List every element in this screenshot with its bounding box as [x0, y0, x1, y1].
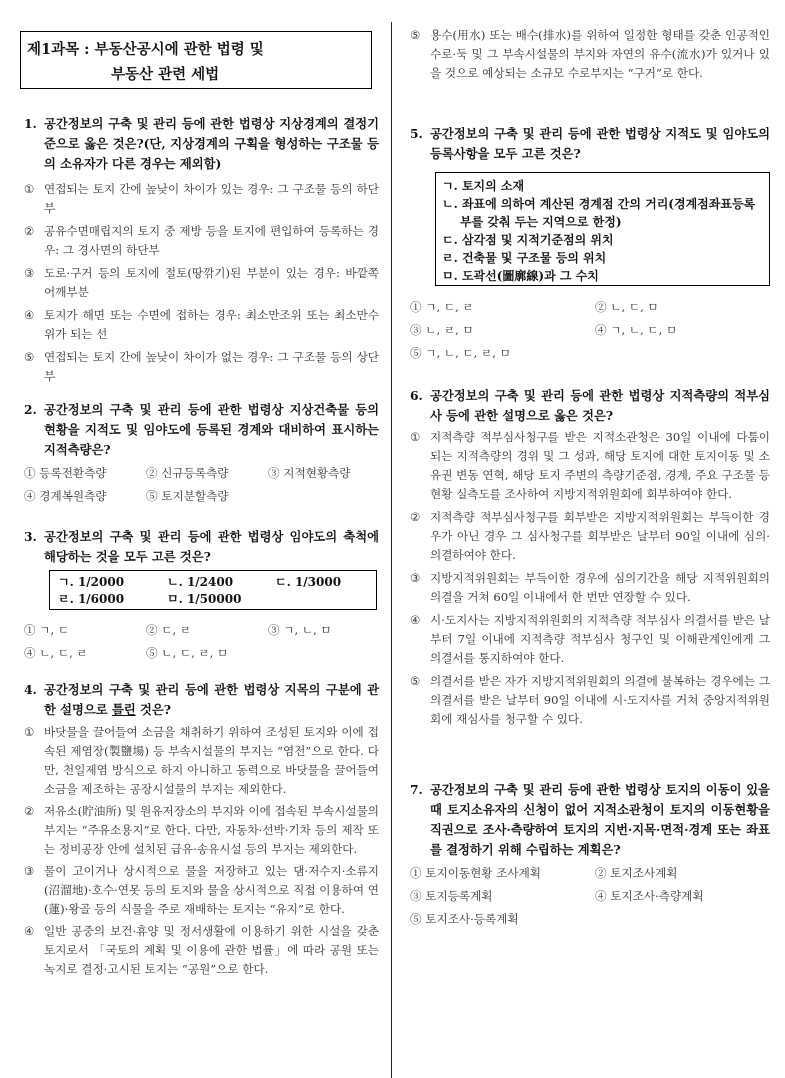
- option-number: ③: [410, 323, 422, 337]
- option-number: ③: [24, 266, 35, 280]
- option-1[interactable]: [24, 723, 379, 799]
- option-text: 시·도지사는 지방지적위원회의 지적측량 적부심사 의결서를 받은 날부터 7일 이내에 지적측량 적부심사 청구인 및 이해관계인에게 그 의결서를 통지하여야 한다.: [430, 613, 770, 665]
- question-text: 공간정보의 구축 및 관리 등에 관한 법령상 지적측량의 적부심사 등에 관한 설명으로 옳은 것은?: [430, 388, 770, 423]
- question-3: [24, 527, 379, 667]
- option-number: ④: [410, 613, 421, 627]
- option-text: 일반 공중의 보건·휴양 및 정서생활에 이용하기 위한 시설을 갖춘 토지로서 「국토의 계획 및 이용에 관한 법률」에 따라 공원 또는 녹지로 결정·고시된 토지는 “공원”으로 한다.: [44, 924, 379, 976]
- question-7: [410, 780, 770, 933]
- option-2[interactable]: [24, 222, 379, 260]
- option-1[interactable]: [410, 298, 474, 317]
- option-1[interactable]: [410, 864, 541, 883]
- option-number: ④: [24, 924, 35, 938]
- option-text: ㄱ, ㄴ, ㄷ, ㄹ, ㅁ: [425, 346, 511, 360]
- option-text: ㄱ, ㄷ, ㄹ: [425, 300, 474, 314]
- option-3[interactable]: [410, 887, 493, 906]
- option-text: 토지조사·측량계획: [610, 889, 704, 903]
- option-text: 용수(用水) 또는 배수(排水)를 위하여 일정한 형태를 갖춘 인공적인 수로·둑 및 그 부속시설물의 부지와 자연의 유수(流水)가 있거나 있을 것으로 예상되는 소규모 수로부지는 “구거”로 한다.: [430, 28, 770, 80]
- question-number: 6.: [410, 388, 423, 403]
- choice-item: ㄹ. 1/6000: [58, 592, 125, 606]
- option-text: 지적측량 적부심사청구를 받은 지적소관청은 30일 이내에 다툼이 되는 지적측량의 경위 및 그 성과, 해당 토지에 대한 토지이동 및 소유권 변동 연혁, 해당 토지 주변의 측량기준점, 경계, 주요 구조물 등 현황 실측도를 조사하여 지방지적위원회에 회부하여야 한다.: [430, 430, 770, 501]
- option-row: [24, 487, 379, 510]
- option-number: ⑤: [24, 350, 35, 364]
- option-5[interactable]: [24, 348, 379, 386]
- column-divider: [391, 22, 392, 1078]
- option-text: 토지조사·등록계획: [425, 912, 519, 926]
- option-number: ①: [410, 866, 422, 880]
- question-stem: [410, 386, 770, 426]
- option-number: ④: [595, 323, 607, 337]
- option-4[interactable]: [24, 487, 107, 506]
- option-text: 물이 고이거나 상시적으로 물을 저장하고 있는 댐·저수지·소류지(沼溜地)·호수·연못 등의 토지와 물을 상시적으로 직접 이용하여 연(蓮)·왕골 등의 식물을 주로 재배하는 토지는 “유지”로 한다.: [44, 864, 379, 916]
- option-number: ⑤: [146, 646, 158, 660]
- question-5: [410, 124, 770, 367]
- question-number: 4.: [24, 682, 37, 697]
- option-5[interactable]: [410, 344, 511, 363]
- option-5[interactable]: [146, 487, 229, 506]
- option-5[interactable]: [410, 672, 770, 729]
- option-3[interactable]: [410, 569, 770, 607]
- option-text: ㄱ, ㄷ: [39, 623, 70, 637]
- option-row: [410, 910, 770, 933]
- option-text: 토지이동현황 조사계획: [425, 866, 541, 880]
- question-emphasis: 틀린: [111, 702, 136, 717]
- option-4[interactable]: [595, 887, 704, 906]
- option-text: 공유수면매립지의 토지 중 제방 등을 토지에 편입하여 등록하는 경우: 그 경사면의 하단부: [44, 224, 379, 257]
- option-number: ③: [410, 889, 422, 903]
- option-2[interactable]: [595, 298, 659, 317]
- choice-item: ㄴ. 1/2400: [167, 575, 234, 589]
- option-number: ③: [410, 571, 421, 585]
- option-number: ⑤: [410, 912, 422, 926]
- option-text: 바닷물을 끌어들여 소금을 채취하기 위하여 조성된 토지와 이에 접속된 제염장(製鹽場) 등 부속시설물의 부지는 “염전”으로 한다. 다만, 천일제염 방식으로 하지 아니하고 동력으로 바닷물을 끌어들여 소금을 제조하는 공장시설물의 부지는 제외한다.: [44, 725, 379, 796]
- question-text: 공간정보의 구축 및 관리 등에 관한 법령상 임야도의 축척에 해당하는 것을 모두 고른 것은?: [44, 529, 379, 564]
- option-number: ④: [595, 889, 607, 903]
- option-text: 연접되는 토지 간에 높낮이 차이가 있는 경우: 그 구조물 등의 하단부: [44, 182, 379, 215]
- option-number: ②: [410, 510, 421, 524]
- option-text: 저유소(貯油所) 및 원유저장소의 부지와 이에 접속된 부속시설물의 부지는 “주유소용지”로 한다. 다만, 자동차·선박·기차 등의 제작 또는 정비공장 안에 설치된 급유·송유시설 등의 부지는 제외한다.: [44, 804, 379, 856]
- option-4[interactable]: [595, 321, 677, 340]
- option-row: [410, 864, 770, 887]
- option-3[interactable]: [24, 264, 379, 302]
- option-text: 도로·구거 등의 토지에 절토(땅깎기)된 부분이 있는 경우: 바깥쪽 어깨부분: [44, 266, 379, 299]
- option-number: ⑤: [146, 489, 158, 503]
- option-3[interactable]: [24, 862, 379, 919]
- option-text: 지적측량 적부심사청구를 회부받은 지방지적위원회는 부득이한 경우가 아닌 경우 그 심사청구를 회부받은 날부터 90일 이내에 심의·의결하여야 한다.: [430, 510, 770, 562]
- option-text: ㄴ, ㄷ, ㄹ, ㅁ: [161, 646, 229, 660]
- option-5[interactable]: [146, 644, 228, 663]
- question-text-end: 것은?: [135, 702, 171, 717]
- option-4[interactable]: [24, 644, 88, 663]
- option-number: ⑤: [410, 674, 421, 688]
- option-3[interactable]: [410, 321, 474, 340]
- question-text: 공간정보의 구축 및 관리 등에 관한 법령상 지상경계의 결정기준으로 옳은 것은?(단, 지상경계의 구획을 형성하는 구조물 등의 소유자가 다른 경우는 제외함): [44, 116, 379, 171]
- option-row: [410, 344, 770, 367]
- question-4: [24, 680, 379, 979]
- option-text: 경계복원측량: [39, 489, 107, 503]
- option-number: ②: [24, 224, 35, 238]
- choice-item: ㄹ. 건축물 및 구조물 등의 위치: [442, 251, 607, 265]
- question-text: 공간정보의 구축 및 관리 등에 관한 법령상 지적도 및 임야도의 등록사항을 모두 고른 것은?: [430, 126, 770, 161]
- option-1[interactable]: [24, 621, 69, 640]
- option-number: ①: [410, 430, 421, 444]
- question-text: 공간정보의 구축 및 관리 등에 관한 법령상 토지의 이동이 있을 때 토지소유자의 신청이 없어 지적소관청이 토지의 이동현황을 직권으로 조사·측량하여 토지의 지번·지목·면적·경계 또는 좌표를 결정하기 위해 수립하는 계획은?: [430, 782, 770, 857]
- option-row: [410, 298, 770, 321]
- choice-item: ㄱ. 토지의 소재: [442, 179, 525, 193]
- option-5[interactable]: [410, 910, 519, 929]
- question-2: [24, 400, 379, 510]
- option-4[interactable]: [24, 306, 379, 344]
- question-6: [410, 386, 770, 729]
- question-stem: [24, 527, 379, 567]
- option-2[interactable]: [595, 864, 678, 883]
- option-text: ㄱ, ㄴ, ㄷ, ㅁ: [610, 323, 678, 337]
- question-number: 1.: [24, 116, 37, 131]
- option-number: ⑤: [410, 28, 421, 42]
- option-row: [410, 321, 770, 344]
- question-1: [24, 114, 379, 386]
- option-number: ②: [146, 623, 158, 637]
- choice-box: [49, 570, 377, 610]
- question-stem: [410, 124, 770, 164]
- option-2[interactable]: [146, 621, 191, 640]
- option-2[interactable]: [24, 802, 379, 859]
- question-stem: [24, 114, 379, 174]
- option-number: ①: [410, 300, 422, 314]
- option-text: ㄴ, ㄹ, ㅁ: [425, 323, 474, 337]
- question-number: 2.: [24, 402, 37, 417]
- question-4-continued: [410, 26, 770, 83]
- option-row: [24, 621, 379, 644]
- question-number: 3.: [24, 529, 37, 544]
- option-text: 토지분할측량: [161, 489, 229, 503]
- option-text: 등록전환측량: [39, 466, 107, 480]
- question-stem: [24, 680, 379, 720]
- option-5[interactable]: [410, 26, 770, 83]
- option-row: [410, 887, 770, 910]
- option-text: 토지등록계획: [425, 889, 493, 903]
- choice-item: ㄴ. 좌표에 의하여 계산된 경계점 간의 거리(경계점좌표등록부를 갖춰 두는 지역으로 한정): [442, 197, 756, 229]
- option-number: ③: [268, 623, 280, 637]
- option-number: ③: [24, 864, 35, 878]
- question-stem: [24, 400, 379, 460]
- choice-item: ㄷ. 1/3000: [275, 575, 342, 589]
- option-number: ②: [146, 466, 158, 480]
- option-2[interactable]: [146, 464, 229, 483]
- subject-title-line2: 부동산 관련 세법: [111, 66, 220, 83]
- option-text: ㄷ, ㄹ: [161, 623, 192, 637]
- option-3[interactable]: [268, 621, 332, 640]
- option-text: ㄴ, ㄷ, ㄹ: [39, 646, 88, 660]
- option-number: ④: [24, 646, 36, 660]
- question-text: 공간정보의 구축 및 관리 등에 관한 법령상 지목의 구분에 관한 설명으로: [44, 682, 379, 717]
- question-stem: [410, 780, 770, 860]
- option-1[interactable]: [24, 180, 379, 218]
- option-text: 지방지적위원회는 부득이한 경우에 심의기간을 해당 지적위원회의 의결을 거쳐 60일 이내에서 한 번만 연장할 수 있다.: [430, 571, 770, 604]
- subject-title-box: [20, 31, 372, 89]
- option-text: 신규등록측량: [161, 466, 229, 480]
- option-number: ④: [24, 308, 35, 322]
- option-4[interactable]: [410, 611, 770, 668]
- option-4[interactable]: [24, 922, 379, 979]
- option-text: 토지조사계획: [610, 866, 678, 880]
- option-row: [24, 644, 379, 667]
- option-number: ④: [24, 489, 36, 503]
- question-number: 5.: [410, 126, 423, 141]
- option-text: 의결서를 받은 자가 지방지적위원회의 의결에 불복하는 경우에는 그 의결서를 받은 날부터 90일 이내에 시·도지사를 거쳐 중앙지적위원회에 재심사를 청구할 수 있다.: [430, 674, 770, 726]
- option-number: ①: [24, 466, 36, 480]
- option-2[interactable]: [410, 508, 770, 565]
- option-number: ①: [24, 623, 36, 637]
- option-1[interactable]: [410, 428, 770, 504]
- option-3[interactable]: [268, 464, 351, 483]
- option-number: ②: [24, 804, 35, 818]
- option-text: 연접되는 토지 간에 높낮이 차이가 없는 경우: 그 구조물 등의 상단부: [44, 350, 379, 383]
- option-number: ③: [268, 466, 280, 480]
- option-1[interactable]: [24, 464, 107, 483]
- option-row: [24, 464, 379, 487]
- option-text: 토지가 해면 또는 수면에 접하는 경우: 최소만조위 또는 최소만수위가 되는 선: [44, 308, 379, 341]
- option-number: ②: [595, 866, 607, 880]
- choice-item: ㅁ. 도곽선(圖廓線)과 그 수치: [442, 269, 599, 283]
- choice-item: ㄷ. 삼각점 및 지적기준점의 위치: [442, 233, 614, 247]
- choice-item: ㄱ. 1/2000: [58, 575, 125, 589]
- option-number: ①: [24, 725, 35, 739]
- option-text: ㄴ, ㄷ, ㅁ: [610, 300, 659, 314]
- option-text: 지적현황측량: [283, 466, 351, 480]
- choice-item: ㅁ. 1/50000: [167, 592, 242, 606]
- question-number: 7.: [410, 782, 423, 797]
- option-text: ㄱ, ㄴ, ㅁ: [283, 623, 332, 637]
- option-number: ①: [24, 182, 35, 196]
- option-number: ②: [595, 300, 607, 314]
- option-number: ⑤: [410, 346, 422, 360]
- choice-box: [435, 172, 770, 286]
- subject-title-line1: 제1과목 : 부동산공시에 관한 법령 및: [27, 41, 264, 58]
- question-text: 공간정보의 구축 및 관리 등에 관한 법령상 지상건축물 등의 현황을 지적도 및 임야도에 등록된 경계와 대비하여 표시하는 지적측량은?: [44, 402, 379, 457]
